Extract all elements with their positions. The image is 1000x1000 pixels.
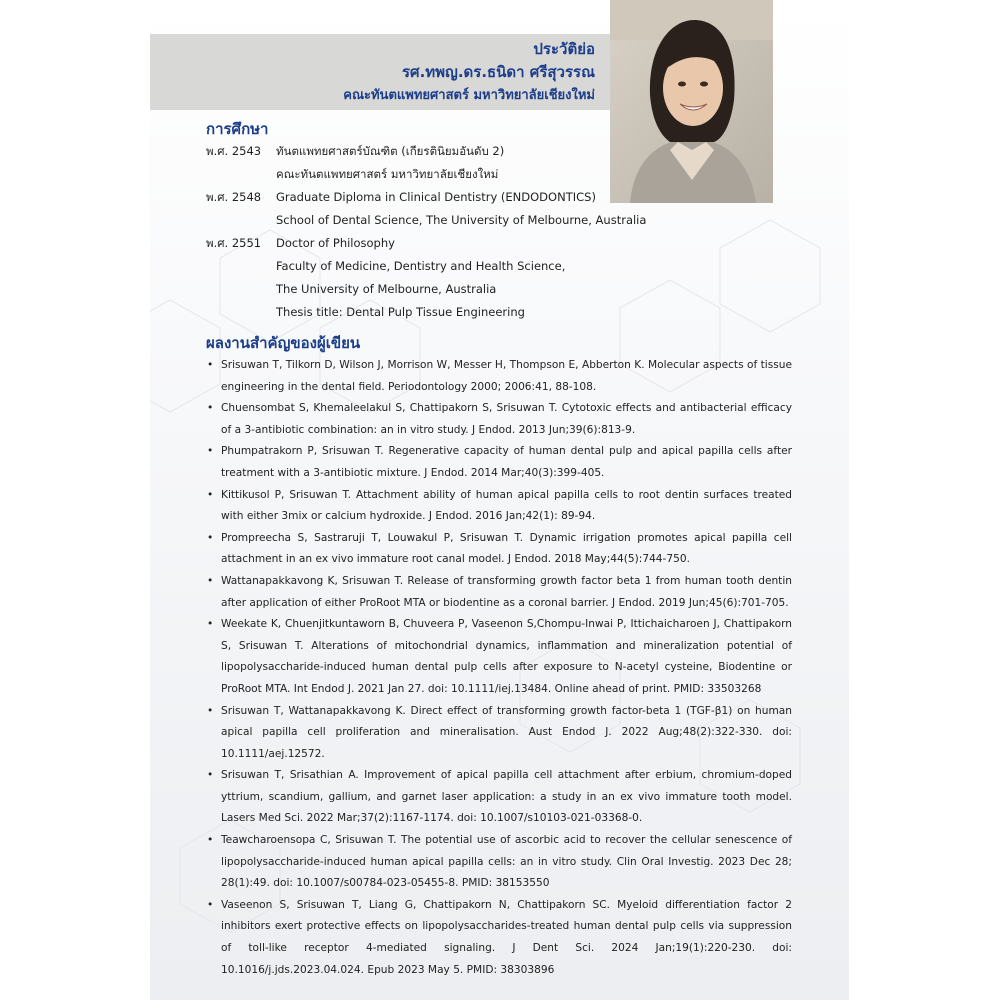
publication-list <box>206 355 792 981</box>
author-name: รศ.ทพญ.ดร.ธนิดา ศรีสุวรรณ <box>401 63 595 81</box>
education-year: พ.ศ. 2548 <box>206 190 262 204</box>
author-portrait-photo <box>610 0 773 203</box>
publication-item: • Srisuwan T, Srisathian A. Improvement of apical papilla cell attachment after erbium, chromium-doped yttrium, scandium, gallium, and garnet laser application: a study in an ex vivo immature tooth model. Lasers Med Sci. 2022 Mar;37(2):1167-1174. doi: 10.1007/s10103-021-03368-0. <box>206 765 792 830</box>
portrait-illustration <box>610 0 773 203</box>
education-detail: Thesis title: Dental Pulp Tissue Engineering <box>276 305 525 319</box>
education-year: พ.ศ. 2551 <box>206 236 262 250</box>
publication-item: • Wattanapakkavong K, Srisuwan T. Release of transforming growth factor beta 1 from human tooth dentin after application of either ProRoot MTA or biodentine as a coronal barrier. J Endod. 2019 Jun;45(6):701-705. <box>206 571 792 614</box>
publication-item: • Weekate K, Chuenjitkuntaworn B, Chuveera P, Vaseenon S,Chompu-Inwai P, Ittichaicharoen J, Chattipakorn S, Srisuwan T. Alterations of mitochondrial dynamics, inflammation and mineralization potential of lipopolysaccharide-induced human dental pulp cells after exposure to N-acetyl cysteine, Biodentine or ProRoot MTA. Int Endod J. 2021 Jan 27. doi: 10.1111/iej.13484. Online ahead of print. PMID: 33503268 <box>206 614 792 700</box>
publication-item: • Prompreecha S, Sastraruji T, Louwakul P, Srisuwan T. Dynamic irrigation promotes apical papilla cell attachment in an ex vivo immature root canal model. J Endod. 2018 May;44(5):744-750. <box>206 528 792 571</box>
education-year: พ.ศ. 2543 <box>206 144 262 158</box>
publication-item: • Teawcharoensopa C, Srisuwan T. The potential use of ascorbic acid to recover the cellular senescence of lipopolysaccharide-induced human apical papilla cells: an in vitro study. Clin Oral Investig. 2023 Dec 28; 28(1):49. doi: 10.1007/s00784-023-05455-8. PMID: 38153550 <box>206 830 792 895</box>
education-detail: คณะทันตแพทยศาสตร์ มหาวิทยาลัยเชียงใหม่ <box>276 167 499 181</box>
education-detail: The University of Melbourne, Australia <box>276 282 497 296</box>
title-block <box>343 38 595 107</box>
education-detail: Doctor of Philosophy <box>276 236 395 250</box>
publication-item: • Vaseenon S, Srisuwan T, Liang G, Chattipakorn N, Chattipakorn SC. Myeloid differentiation factor 2 inhibitors exert protective effects on lipopolysaccharides-treated human dental pulp cells via suppression of toll-like receptor 4-mediated signaling. J Dent Sci. 2024 Jan;19(1):220-230. doi: 10.1016/j.jds.2023.04.024. Epub 2023 May 5. PMID: 38303896 <box>206 895 792 981</box>
education-detail: Graduate Diploma in Clinical Dentistry (ENDODONTICS) <box>276 190 596 204</box>
education-detail: ทันตแพทยศาสตร์บัณฑิต (เกียรตินิยมอันดับ 2) <box>276 144 505 158</box>
education-detail: Faculty of Medicine, Dentistry and Health Science, <box>276 259 566 273</box>
publication-item: • Srisuwan T, Wattanapakkavong K. Direct effect of transforming growth factor-beta 1 (TGF-β1) on human apical papilla cell proliferation and mineralisation. Aust Endod J. 2022 Aug;48(2):322-330. doi: 10.1111/aej.12572. <box>206 701 792 766</box>
publications-heading: ผลงานสำคัญของผู้เขียน <box>206 334 361 352</box>
publication-item: • Phumpatrakorn P, Srisuwan T. Regenerative capacity of human dental pulp and apical papilla cells after treatment with a 3-antibiotic mixture. J Endod. 2014 Mar;40(3):399-405. <box>206 441 792 484</box>
author-affiliation: คณะทันตแพทยศาสตร์ มหาวิทยาลัยเชียงใหม่ <box>343 88 595 103</box>
publication-item: • Chuensombat S, Khemaleelakul S, Chattipakorn S, Srisuwan T. Cytotoxic effects and antibacterial efficacy of a 3-antibiotic combination: an in vitro study. J Endod. 2013 Jun;39(6):813-9. <box>206 398 792 441</box>
publication-item: • Srisuwan T, Tilkorn D, Wilson J, Morrison W, Messer H, Thompson E, Abberton K. Molecular aspects of tissue engineering in the dental field. Periodontology 2000; 2006:41, 88-108. <box>206 355 792 398</box>
publication-item: • Kittikusol P, Srisuwan T. Attachment ability of human apical papilla cells to root dentin surfaces treated with either 3mix or calcium hydroxide. J Endod. 2016 Jan;42(1): 89-94. <box>206 485 792 528</box>
page <box>150 0 849 1000</box>
education-detail: School of Dental Science, The University of Melbourne, Australia <box>276 213 647 227</box>
education-heading: การศึกษา <box>206 120 269 138</box>
bio-label: ประวัติย่อ <box>533 40 595 58</box>
